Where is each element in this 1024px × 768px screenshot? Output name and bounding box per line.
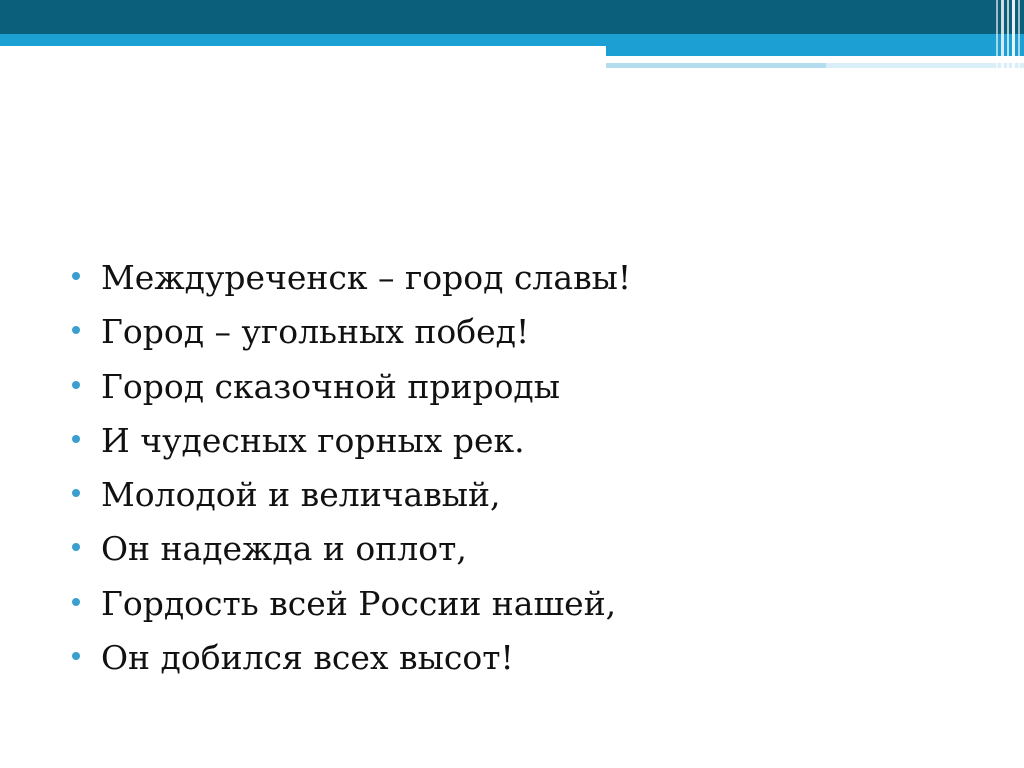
list-item-text: Город – угольных побед! (101, 312, 530, 352)
bullet-list (72, 258, 972, 692)
list-item (72, 475, 972, 529)
header-band-dark (0, 0, 1024, 34)
header-band-step (606, 46, 1024, 56)
list-item-text: Он добился всех высот! (101, 638, 514, 678)
list-item-text: Он надежда и оплот, (101, 529, 467, 569)
header-bottom-line (606, 63, 826, 68)
list-item (72, 421, 972, 475)
header-thin-line (606, 56, 948, 59)
list-item (72, 367, 972, 421)
bullet-icon (72, 326, 80, 334)
bullet-icon (72, 489, 80, 497)
bullet-icon (72, 272, 80, 280)
list-item (72, 638, 972, 692)
list-item (72, 258, 972, 312)
bullet-icon (72, 435, 80, 443)
bullet-icon (72, 652, 80, 660)
bullet-icon (72, 598, 80, 606)
list-item (72, 312, 972, 366)
header-stripes (994, 0, 1024, 70)
list-item-text: Молодой и величавый, (101, 475, 501, 515)
header-band-light (0, 34, 1024, 46)
header-decoration (0, 0, 1024, 70)
bullet-icon (72, 543, 80, 551)
list-item (72, 529, 972, 583)
list-item (72, 584, 972, 638)
list-item-text: Гордость всей России нашей, (101, 583, 617, 623)
list-item-text: Город сказочной природы (101, 366, 561, 406)
list-item-text: Междуреченск – город славы! (101, 258, 632, 297)
list-item-text: И чудесных горных рек. (101, 420, 525, 460)
bullet-icon (72, 381, 80, 389)
